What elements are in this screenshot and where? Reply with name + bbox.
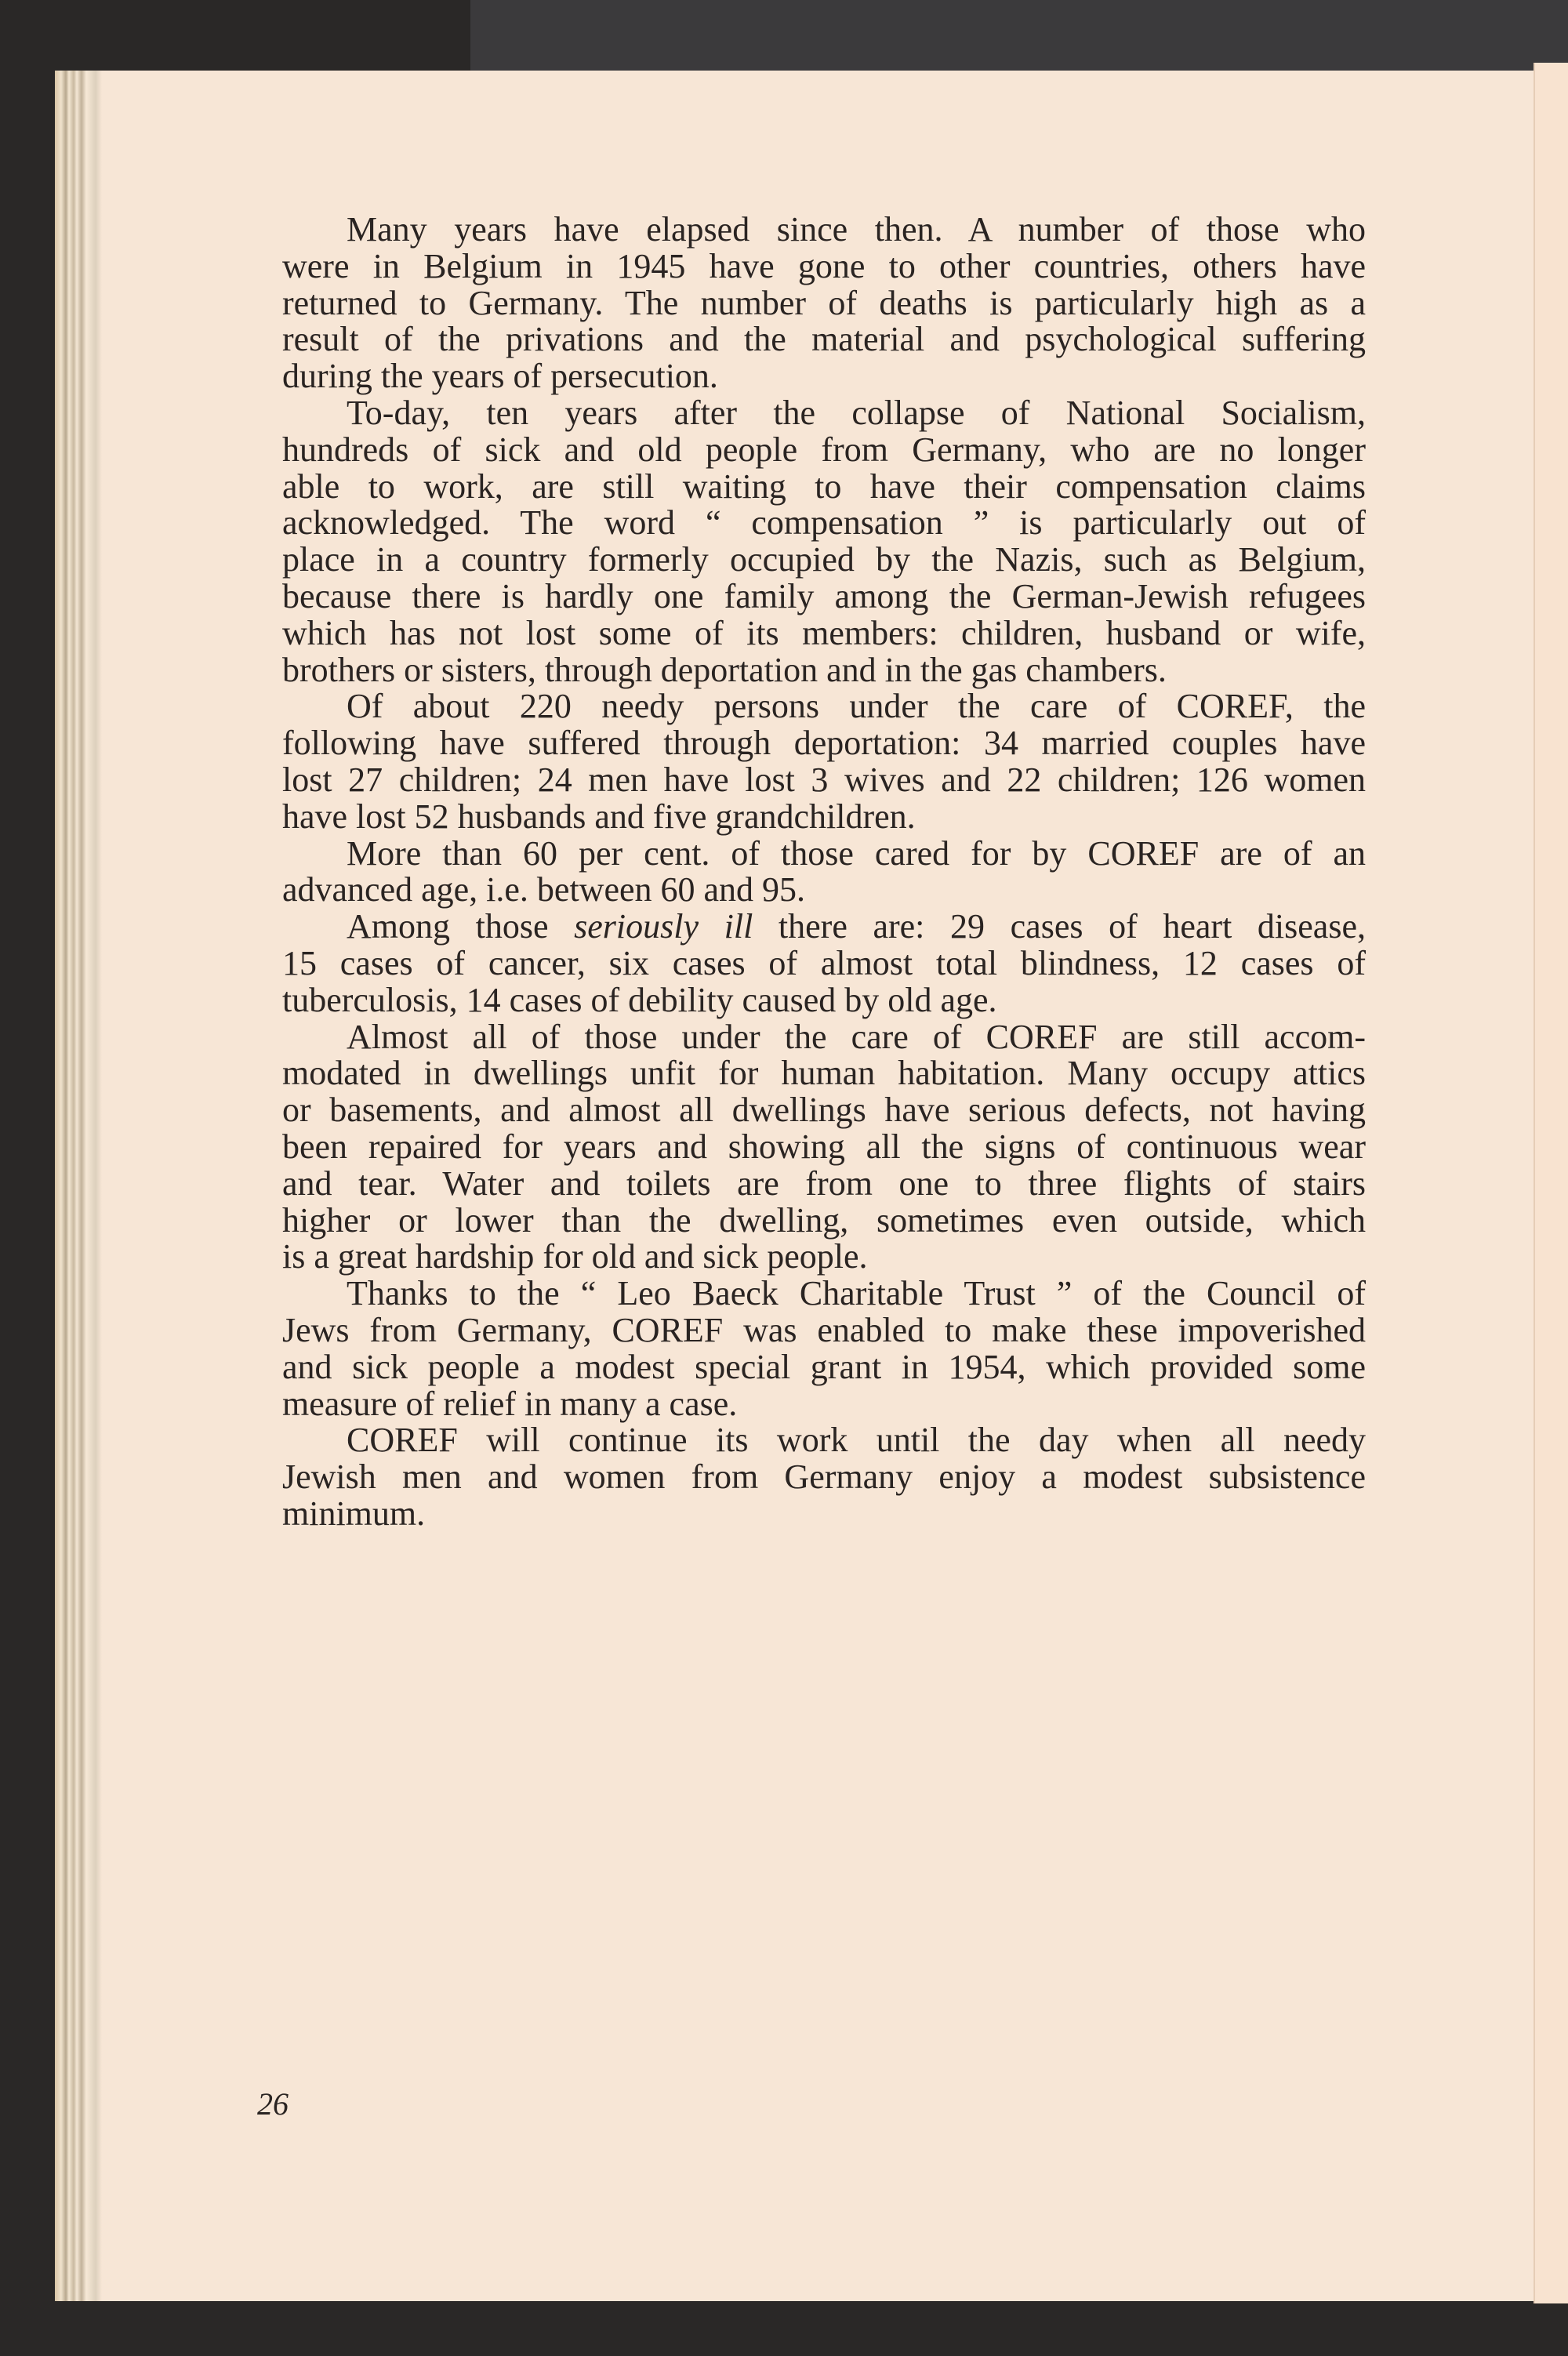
text-line: modated in dwellings unfit for human habitation. Many occupy attics bbox=[282, 1054, 1366, 1093]
text-line: Among those seriously ill there are: 29 cases of heart disease, bbox=[347, 907, 1366, 946]
text-line: 15 cases of cancer, six cases of almost total blindness, 12 cases of bbox=[282, 943, 1366, 982]
text-line: lost 27 children; 24 men have lost 3 wives and 22 children; 126 women bbox=[282, 760, 1366, 799]
text-line: Of about 220 needy persons under the care of COREF, the bbox=[347, 687, 1366, 726]
text-line: Jewish men and women from Germany enjoy a modest subsistence bbox=[282, 1458, 1366, 1497]
text-line: returned to Germany. The number of deaths is particularly high as a bbox=[282, 283, 1366, 322]
text-line: were in Belgium in 1945 have gone to other countries, others have bbox=[282, 246, 1366, 285]
text-line: minimum. bbox=[282, 1494, 426, 1533]
text-line: place in a country formerly occupied by the Nazis, such as Belgium, bbox=[282, 540, 1366, 579]
paragraph bbox=[282, 395, 1366, 688]
adjacent-page-edge bbox=[1534, 63, 1568, 2303]
text-line: or basements, and almost all dwellings have serious defects, not having bbox=[282, 1091, 1366, 1130]
body-text bbox=[282, 212, 1366, 1533]
page-edges bbox=[55, 71, 102, 2301]
text-line: higher or lower than the dwelling, sometimes even outside, which bbox=[282, 1200, 1366, 1240]
paragraph bbox=[282, 1276, 1366, 1422]
text-line: Almost all of those under the care of COREF are still accom- bbox=[347, 1017, 1366, 1056]
paragraph bbox=[282, 1019, 1366, 1276]
text-line: and sick people a modest special grant in 1954, which provided some bbox=[282, 1347, 1366, 1386]
text-line: able to work, are still waiting to have their compensation claims bbox=[282, 466, 1366, 506]
paragraph bbox=[282, 1422, 1366, 1532]
text-line: following have suffered through deportation: 34 married couples have bbox=[282, 724, 1366, 763]
text-line: To-day, ten years after the collapse of National Socialism, bbox=[347, 393, 1366, 432]
text-line: advanced age, i.e. between 60 and 95. bbox=[282, 870, 806, 909]
text-line: acknowledged. The word “ compensation ” is particularly out of bbox=[282, 503, 1366, 543]
text-line: tuberculosis, 14 cases of debility caused by old age. bbox=[282, 980, 997, 1019]
text-line: because there is hardly one family among the German-Jewish refugees bbox=[282, 576, 1366, 615]
text-line: Many years have elapsed since then. A number of those who bbox=[347, 210, 1366, 249]
text-line: is a great hardship for old and sick people. bbox=[282, 1237, 868, 1276]
text-line: COREF will continue its work until the day when all needy bbox=[347, 1421, 1366, 1460]
paragraph bbox=[282, 212, 1366, 395]
background-scanner-bed bbox=[470, 0, 1568, 74]
paragraph bbox=[282, 688, 1366, 835]
text-line: have lost 52 husbands and five grandchildren. bbox=[282, 797, 916, 836]
text-line: brothers or sisters, through deportation and in the gas chambers. bbox=[282, 650, 1167, 689]
text-line: which has not lost some of its members: children, husband or wife, bbox=[282, 613, 1366, 652]
text-line: result of the privations and the material and psychological suffering bbox=[282, 320, 1366, 359]
paragraph bbox=[282, 833, 1366, 909]
text-line: Jews from Germany, COREF was enabled to make these impoverished bbox=[282, 1310, 1366, 1349]
text-line: measure of relief in many a case. bbox=[282, 1384, 738, 1423]
page-number: 26 bbox=[257, 2086, 289, 2122]
text-line: hundreds of sick and old people from Germany, who are no longer bbox=[282, 430, 1366, 469]
text-line: during the years of persecution. bbox=[282, 357, 718, 396]
text-line: and tear. Water and toilets are from one to three flights of stairs bbox=[282, 1163, 1366, 1203]
text-line: been repaired for years and showing all the signs of continuous wear bbox=[282, 1127, 1366, 1166]
paragraph bbox=[282, 909, 1366, 1018]
text-line: More than 60 per cent. of those cared for by COREF are of an bbox=[347, 833, 1366, 873]
text-line: Thanks to the “ Leo Baeck Charitable Trust ” of the Council of bbox=[347, 1274, 1366, 1313]
